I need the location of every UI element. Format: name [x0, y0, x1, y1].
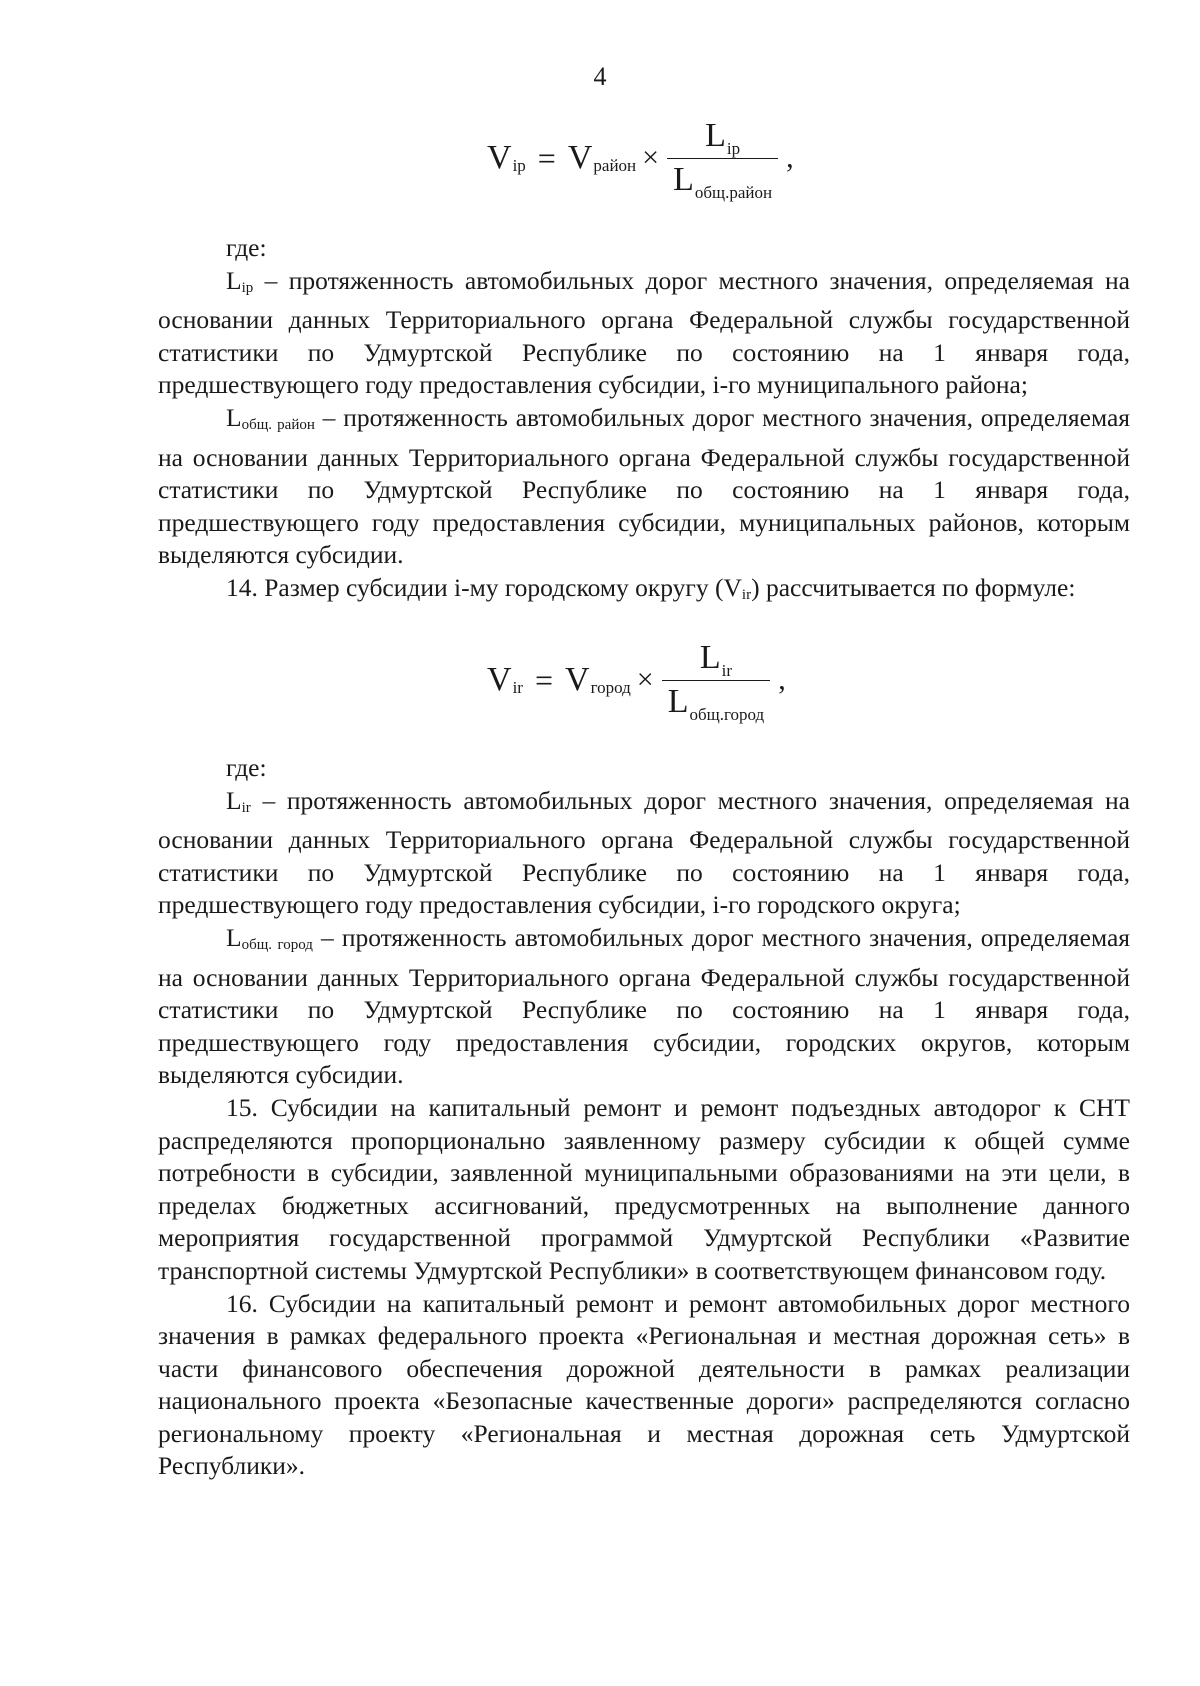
symbol-l: L: [226, 785, 242, 815]
symbol-l: L: [226, 402, 242, 432]
denominator-symbol: L: [667, 683, 689, 720]
denominator-sub: общ.район: [694, 183, 773, 202]
definition-text: – протяженность автомобильных дорог местного значения, определяемая на основании данных Территориального органа Федеральной службы государственной статистики по Удмуртской Республике по состоянию на 1 января года, предшествующего году предоставления субсидии, i-го муниципального района;: [158, 265, 1130, 400]
symbol-sub: ir: [741, 586, 752, 603]
formula-lhs: V: [487, 661, 512, 698]
formula-comma: ,: [786, 141, 794, 174]
text-block-1: [158, 232, 1130, 612]
fraction-numerator: [699, 116, 746, 158]
formula-v: V: [567, 139, 593, 176]
formula-times: ×: [642, 141, 660, 174]
formula-district: [487, 116, 794, 200]
formula-lhs-sub: ir: [512, 678, 523, 697]
formula-city: [487, 638, 786, 722]
numerator-sub: ir: [721, 661, 733, 680]
formula-equals: =: [537, 139, 556, 176]
formula-v-sub: город: [590, 678, 631, 697]
definition-l-ip: [158, 265, 1130, 402]
definition-l-ir: [158, 785, 1130, 922]
formula-fraction: [667, 116, 778, 200]
symbol-sub: общ. город: [241, 936, 313, 953]
numerator-symbol: L: [705, 117, 726, 154]
definition-text: – протяженность автомобильных дорог местного значения, определяемая на основании данных Территориального органа Федеральной службы государственной статистики по Удмуртской Республике по состоянию на 1 января года, предшествующего году предоставления субсидии, i-го городского округа;: [158, 785, 1130, 920]
fraction-denominator: [667, 159, 778, 200]
formula-lhs: V: [487, 139, 512, 176]
symbol-sub: ip: [241, 279, 254, 296]
paragraph-16: 16. Субсидии на капитальный ремонт и ремонт автомобильных дорог местного значения в рамках федерального проекта «Региональная и местная дорожная сеть» в части финансового обеспечения дорожной деятельности в рамках реализации национального проекта «Безопасные качественные дороги» распределяются согласно региональному проекту «Региональная и местная дорожная сеть Удмуртской Республики».: [158, 1288, 1130, 1481]
where-label: где:: [226, 233, 267, 262]
symbol-l: L: [226, 265, 242, 295]
definition-text: – протяженность автомобильных дорог местного значения, определяемая на основании данных Территориального органа Федеральной службы государственной статистики по Удмуртской Республике по состоянию на 1 января года, предшествующего году предоставления субсидии, городских округов, которым выделяются субсидии.: [158, 922, 1130, 1090]
definition-l-total-city: [158, 922, 1130, 1092]
formula-fraction: [662, 638, 770, 722]
symbol-l: L: [226, 922, 242, 952]
denominator-symbol: L: [673, 161, 694, 198]
formula-times: ×: [636, 663, 654, 696]
fraction-denominator: [662, 681, 770, 722]
denominator-sub: общ.город: [689, 705, 765, 724]
page-number: 4: [593, 62, 607, 91]
numerator-symbol: L: [699, 639, 721, 676]
formula-equals: =: [534, 661, 553, 698]
fraction-numerator: [694, 638, 738, 680]
paragraph-14: [158, 572, 1130, 612]
definition-text: – протяженность автомобильных дорог местного значения, определяемая на основании данных Территориального органа Федеральной службы государственной статистики по Удмуртской Республике по состоянию на 1 января года, предшествующего году предоставления субсидии, муниципальных районов, которым выделяются субсидии.: [158, 402, 1130, 570]
paragraph-14-text-after: ) рассчитывается по формуле:: [751, 572, 1076, 602]
symbol-sub: общ. район: [241, 416, 315, 433]
symbol-sub: ir: [241, 799, 251, 816]
definition-l-total-district: [158, 402, 1130, 572]
where-label: где:: [226, 753, 267, 782]
formula-comma: ,: [778, 663, 786, 696]
paragraph-15: 15. Субсидии на капитальный ремонт и ремонт подъездных автодорог к СНТ распределяются пропорционально заявленному размеру субсидии к общей сумме потребности в субсидии, заявленной муниципальными образованиями на эти цели, в пределах бюджетных ассигнований, предусмотренных на выполнение данного мероприятия государственной программой Удмуртской Республики «Развитие транспортной системы Удмуртской Республики» в соответствующем финансовом году.: [158, 1092, 1130, 1285]
text-block-2: [158, 752, 1130, 1483]
numerator-sub: ip: [726, 139, 741, 158]
formula-v-sub: район: [593, 156, 637, 175]
formula-lhs-sub: ip: [512, 156, 526, 175]
formula-v: V: [565, 661, 590, 698]
paragraph-14-text-before: 14. Размер субсидии i-му городскому округу (V: [226, 572, 742, 602]
